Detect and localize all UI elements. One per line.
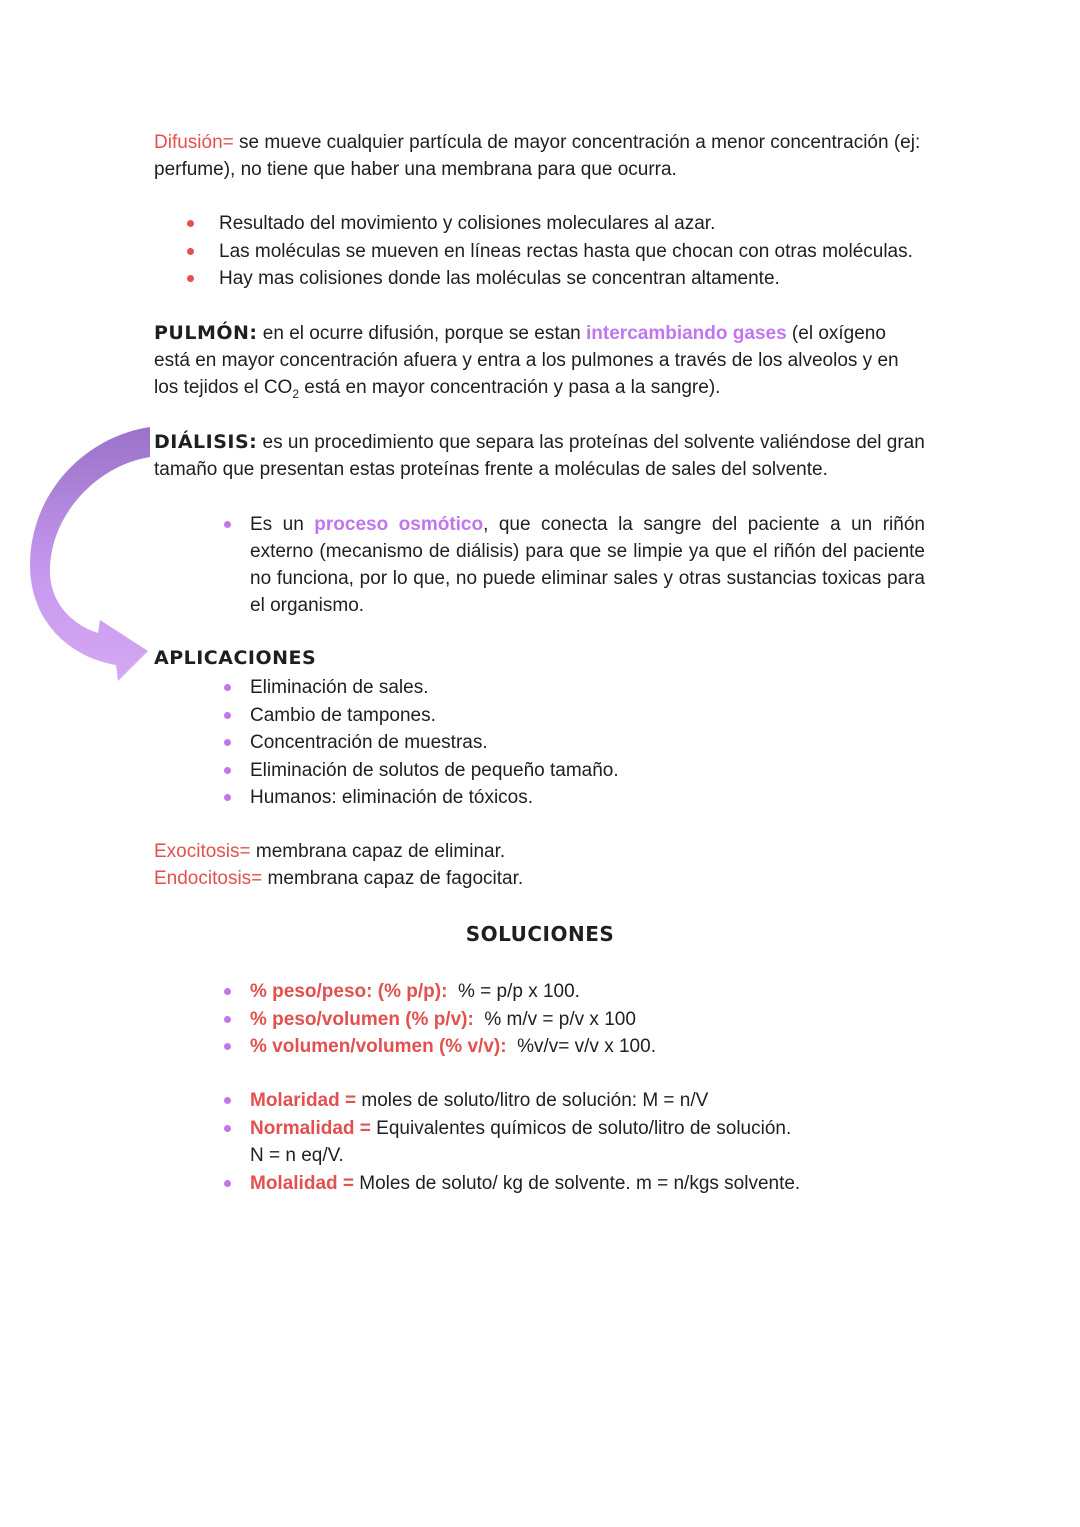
aplicaciones-title: APLICACIONES <box>154 647 317 669</box>
bullet-dot-icon <box>224 1016 231 1023</box>
pulmon-highlight: intercambiando gases <box>586 323 787 344</box>
bullet-dot-icon <box>224 767 231 774</box>
dialisis-term: DIÁLISIS: <box>154 431 258 453</box>
pulmon-paragraph: PULMÓN: en el ocurre difusión, porque se estan intercambiando gases (el oxígeno está en mayor concentración afuera y entra a los pulmones a través de los alveolos y en los tejidos el $CO_2$ está en mayor concentración y pasa a la sangre). <box>154 322 899 401</box>
list-item: Hay mas colisiones donde las moléculas se concentran altamente. <box>219 265 939 293</box>
exocitosis-line: Exocitosis= membrana capaz de eliminar. <box>154 841 506 862</box>
bullet-dot-icon <box>224 1043 231 1050</box>
difusion-paragraph <box>154 129 926 183</box>
bullet-dot-icon <box>224 1180 231 1187</box>
bullet-dot-icon <box>224 739 231 746</box>
list-item: Las moléculas se mueven en líneas rectas hasta que chocan con otras moléculas. <box>219 238 939 266</box>
bullet-dot-icon <box>187 248 194 255</box>
list-item: Concentración de muestras. <box>250 729 930 757</box>
bullet-dot-icon <box>224 794 231 801</box>
difusion-text: se mueve cualquier partícula de mayor concentración a menor concentración (ej: perfume), no tiene que haber una membrana para que ocurra. <box>154 132 921 180</box>
list-item: Molaridad = moles de soluto/litro de solución: M = n/V <box>250 1087 930 1115</box>
dialisis-paragraph: DIÁLISIS: es un procedimiento que separa las proteínas del solvente valiéndose del gran tamaño que presentan estas proteínas frente a moléculas de sales del solvente. <box>154 431 925 480</box>
list-item: Eliminación de solutos de pequeño tamaño. <box>250 757 930 785</box>
soluciones-title: SOLUCIONES <box>465 922 615 946</box>
aplicaciones-list <box>250 674 930 812</box>
list-item: Eliminación de sales. <box>250 674 930 702</box>
bullet-dot-icon <box>187 220 194 227</box>
endocitosis-term: Endocitosis= <box>154 868 263 889</box>
curved-arrow-icon <box>28 425 158 685</box>
list-item: % peso/peso: (% p/p): % = p/p x 100. <box>250 978 930 1006</box>
list-item: % volumen/volumen (% v/v): %v/v= v/v x 100. <box>250 1033 930 1061</box>
percent-list <box>250 978 930 1061</box>
pulmon-term: PULMÓN: <box>154 322 258 344</box>
bullet-dot-icon <box>224 1125 231 1132</box>
difusion-bullets <box>219 210 939 293</box>
list-item: % peso/volumen (% p/v): % m/v = p/v x 100 <box>250 1006 930 1034</box>
bullet-dot-icon <box>224 1097 231 1104</box>
exocitosis-term: Exocitosis= <box>154 841 251 862</box>
endocitosis-line: Endocitosis= membrana capaz de fagocitar. <box>154 868 524 889</box>
dialisis-bullet: Es un proceso osmótico, que conecta la sangre del paciente a un riñón externo (mecanismo de diálisis) para que se limpie ya que el riñón del paciente no funciona, por lo que, no puede eliminar sales y otras sustancias toxicas para el organismo. <box>250 511 925 619</box>
concentration-list <box>250 1087 930 1197</box>
bullet-dot-icon <box>224 712 231 719</box>
list-item: Normalidad = Equivalentes químicos de soluto/litro de solución. N = n eq/V. <box>250 1115 930 1170</box>
bullet-dot-icon <box>224 988 231 995</box>
bullet-dot-icon <box>224 684 231 691</box>
difusion-term: Difusión= <box>154 132 234 153</box>
list-item: Cambio de tampones. <box>250 702 930 730</box>
list-item: Humanos: eliminación de tóxicos. <box>250 784 930 812</box>
dialisis-highlight: proceso osmótico <box>314 514 484 535</box>
list-item: Molalidad = Moles de soluto/ kg de solvente. m = n/kgs solvente. <box>250 1170 930 1198</box>
bullet-dot-icon <box>224 521 231 528</box>
list-item: Resultado del movimiento y colisiones moleculares al azar. <box>219 210 939 238</box>
bullet-dot-icon <box>187 275 194 282</box>
